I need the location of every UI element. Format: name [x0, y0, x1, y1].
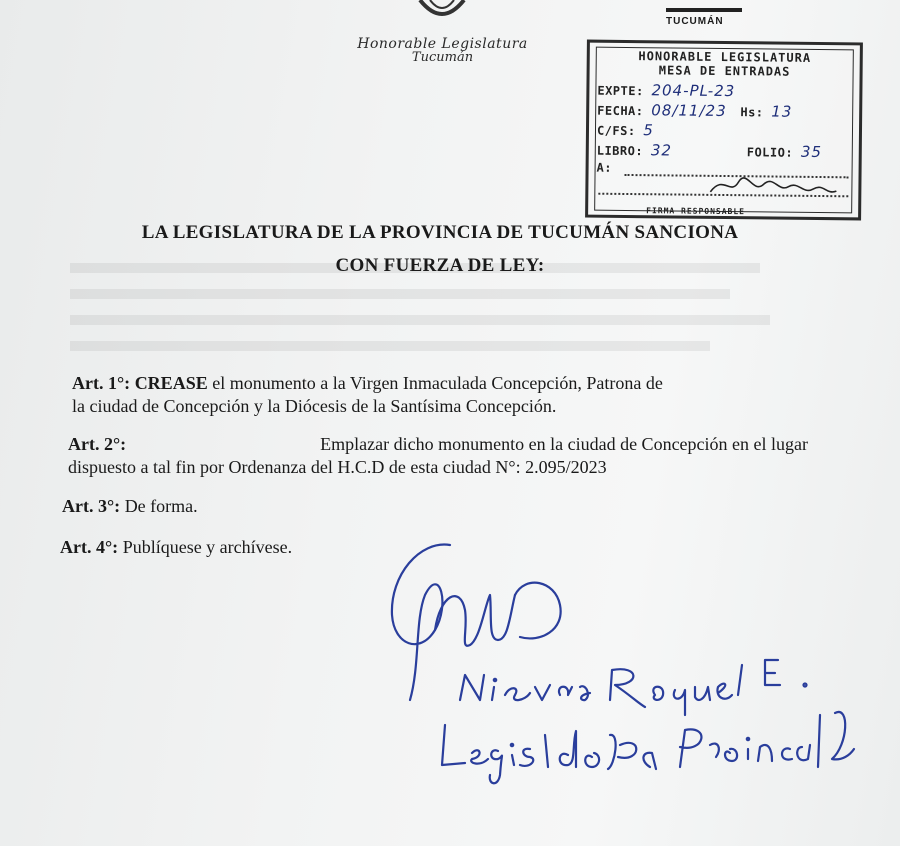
article-2 — [68, 433, 808, 479]
stamp-fecha-row — [597, 101, 792, 121]
enactment-title-line1: LA LEGISLATURA DE LA PROVINCIA DE TUCUMÁN SANCIONA — [141, 222, 739, 243]
article-4-text: Publíquese y archívese. — [122, 537, 293, 557]
article-1-label: Art. 1°: — [72, 373, 131, 393]
header-bar — [666, 8, 742, 12]
fecha-label: FECHA: — [597, 103, 644, 119]
article-1-line2: la ciudad de Concepción y la Diócesis de la Santísima Concepción. — [72, 396, 557, 416]
handwritten-signature — [380, 535, 880, 825]
article-3-label: Art. 3°: — [62, 496, 121, 516]
folio-label: FOLIO: — [746, 145, 794, 160]
stamp-cfs-row — [597, 121, 654, 140]
institution-name: Honorable Legislatura — [357, 36, 528, 52]
article-1 — [72, 372, 812, 418]
article-1-line1 — [72, 372, 812, 395]
stamp-a-row — [597, 161, 613, 175]
hs-label: Hs: — [740, 105, 764, 120]
enactment-title-line2: CON FUERZA DE LEY: — [335, 255, 545, 276]
stamp-subtitle: MESA DE ENTRADAS — [658, 63, 791, 79]
stamp-title: HONORABLE LEGISLATURA — [638, 49, 812, 65]
hs-value: 13 — [771, 102, 793, 121]
article-4 — [60, 536, 292, 559]
stamp-libro-row — [597, 141, 847, 162]
libro-label: LIBRO: — [596, 143, 644, 159]
article-1-text: el monumento a la Virgen Inmaculada Concepción, Patrona de — [207, 373, 663, 393]
article-2-label: Art. 2°: — [68, 434, 127, 454]
article-3 — [62, 495, 198, 518]
article-2-line2: dispuesto a tal fin por Ordenanza del H.C.D de esta ciudad N°: 2.095/2023 — [68, 457, 607, 477]
folio-value: 35 — [800, 142, 823, 162]
folio-group — [747, 142, 822, 161]
a-label: A: — [596, 160, 613, 175]
stamp-expte-row — [597, 81, 735, 100]
coat-of-arms-icon — [412, 0, 472, 30]
article-3-text: De forma. — [124, 496, 198, 516]
stamp-firma-label: FIRMA RESPONSABLE — [646, 206, 746, 217]
article-2-line1 — [68, 433, 808, 456]
expte-value: 204-PL-23 — [651, 81, 736, 101]
city-header — [666, 8, 742, 27]
institution-city: Tucumán — [411, 50, 474, 65]
article-2-text: Emplazar dicho monumento en la ciudad de Concepción en el lugar — [320, 434, 808, 454]
article-1-lead: CREASE — [134, 373, 208, 393]
cfs-label: C/FS: — [596, 123, 636, 139]
cfs-value: 5 — [643, 121, 654, 140]
libro-value: 32 — [650, 141, 673, 160]
stamp-signature-scribble — [708, 172, 838, 199]
reception-stamp — [585, 40, 863, 221]
city-label: TUCUMÁN — [666, 16, 724, 27]
institution-header — [350, 36, 535, 65]
expte-label: EXPTE: — [597, 83, 644, 99]
fecha-value: 08/11/23 — [651, 101, 727, 121]
article-4-label: Art. 4°: — [60, 537, 119, 557]
